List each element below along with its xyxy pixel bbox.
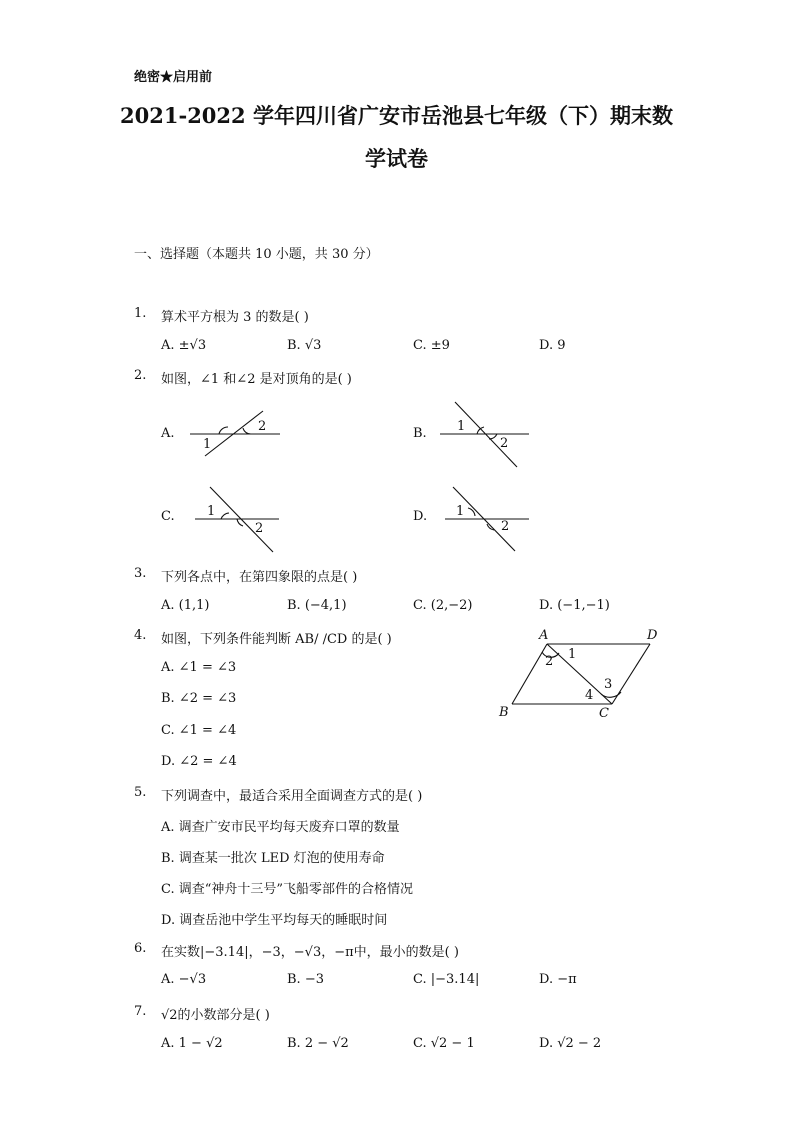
fig-c-angle-1: 1 — [207, 504, 216, 519]
question-2-number: 2. — [134, 368, 147, 383]
question-5-option-b: B. 调查某一批次 LED 灯泡的使用寿命 — [161, 851, 385, 866]
question-6-option-a: A. −√3 — [161, 972, 207, 987]
question-1-option-b: B. √3 — [287, 338, 322, 353]
question-1-option-c: C. ±9 — [413, 338, 450, 353]
question-1-stem: 算术平方根为 3 的数是( ) — [161, 310, 309, 325]
question-6-number: 6. — [134, 941, 147, 956]
vertex-a-label: A — [539, 628, 549, 643]
question-1-number: 1. — [134, 306, 147, 321]
question-4-option-c: C. ∠1 = ∠4 — [161, 723, 237, 738]
question-4-option-a: A. ∠1 = ∠3 — [161, 660, 237, 675]
section-heading: 一、选择题（本题共 10 小题，共 30 分） — [134, 247, 379, 262]
question-5-option-d: D. 调查岳池中学生平均每天的睡眠时间 — [161, 913, 388, 928]
question-2-option-a: A. — [161, 426, 175, 441]
question-4-option-b: B. ∠2 = ∠3 — [161, 691, 237, 706]
vertex-d-label: D — [647, 628, 658, 643]
question-2-figure-a — [185, 408, 285, 463]
angle-1-label: 1 — [568, 647, 577, 662]
fig-c-angle-2: 2 — [255, 521, 264, 536]
fig-d-angle-1: 1 — [456, 504, 465, 519]
question-7-stem: √2的小数部分是( ) — [161, 1008, 270, 1023]
fig-b-angle-1: 1 — [457, 419, 466, 434]
fig-a-angle-1: 1 — [203, 437, 212, 452]
vertex-c-label: C — [599, 706, 609, 721]
question-4-stem: 如图，下列条件能判断 AB/ /CD 的是( ) — [161, 632, 392, 647]
angle-4-label: 4 — [585, 688, 594, 703]
question-7-option-c: C. √2 − 1 — [413, 1036, 475, 1051]
question-3-stem: 下列各点中，在第四象限的点是( ) — [161, 570, 358, 585]
question-2-option-c: C. — [161, 509, 175, 524]
fig-b-angle-2: 2 — [500, 436, 509, 451]
question-3-option-a: A. (1,1) — [161, 598, 210, 613]
question-1-option-a: A. ±√3 — [161, 338, 207, 353]
question-7-option-d: D. √2 − 2 — [539, 1036, 602, 1051]
question-5-number: 5. — [134, 785, 147, 800]
question-2-option-d: D. — [413, 509, 428, 524]
question-2-stem: 如图，∠1 和∠2 是对顶角的是( ) — [161, 372, 352, 387]
question-3-option-c: C. (2,−2) — [413, 598, 473, 613]
question-7-option-a: A. 1 − √2 — [161, 1036, 223, 1051]
question-4-parallelogram-figure — [495, 625, 670, 725]
question-6-option-c: C. |−3.14| — [413, 972, 480, 987]
angle-3-label: 3 — [604, 677, 613, 692]
question-2-figure-d — [437, 484, 537, 554]
question-3-option-d: D. (−1,−1) — [539, 598, 610, 613]
question-5-option-c: C. 调查“神舟十三号”飞船零部件的合格情况 — [161, 882, 414, 897]
question-6-option-b: B. −3 — [287, 972, 324, 987]
question-6-stem: 在实数|−3.14|，−3，−√3，−π中，最小的数是( ) — [161, 945, 459, 960]
confidential-label: 绝密★启用前 — [134, 70, 213, 85]
angle-2-label: 2 — [545, 654, 554, 669]
question-6-option-d: D. −π — [539, 972, 577, 987]
page-title-line-1: 2021-2022 学年四川省广安市岳池县七年级（下）期末数 — [120, 103, 673, 128]
question-1-option-d: D. 9 — [539, 338, 566, 353]
question-2-figure-b — [437, 400, 537, 470]
question-3-option-b: B. (−4,1) — [287, 598, 347, 613]
question-4-number: 4. — [134, 628, 147, 643]
vertex-b-label: B — [499, 705, 509, 720]
question-3-number: 3. — [134, 566, 147, 581]
question-2-figure-c — [185, 484, 285, 554]
fig-a-angle-2: 2 — [258, 419, 267, 434]
question-5-option-a: A. 调查广安市民平均每天废弃口罩的数量 — [161, 820, 400, 835]
question-7-option-b: B. 2 − √2 — [287, 1036, 349, 1051]
question-4-option-d: D. ∠2 = ∠4 — [161, 754, 237, 769]
question-7-number: 7. — [134, 1004, 147, 1019]
question-5-stem: 下列调查中，最适合采用全面调查方式的是( ) — [161, 789, 423, 804]
question-2-option-b: B. — [413, 426, 427, 441]
page-title-line-2: 学试卷 — [365, 146, 428, 171]
fig-d-angle-2: 2 — [501, 519, 510, 534]
